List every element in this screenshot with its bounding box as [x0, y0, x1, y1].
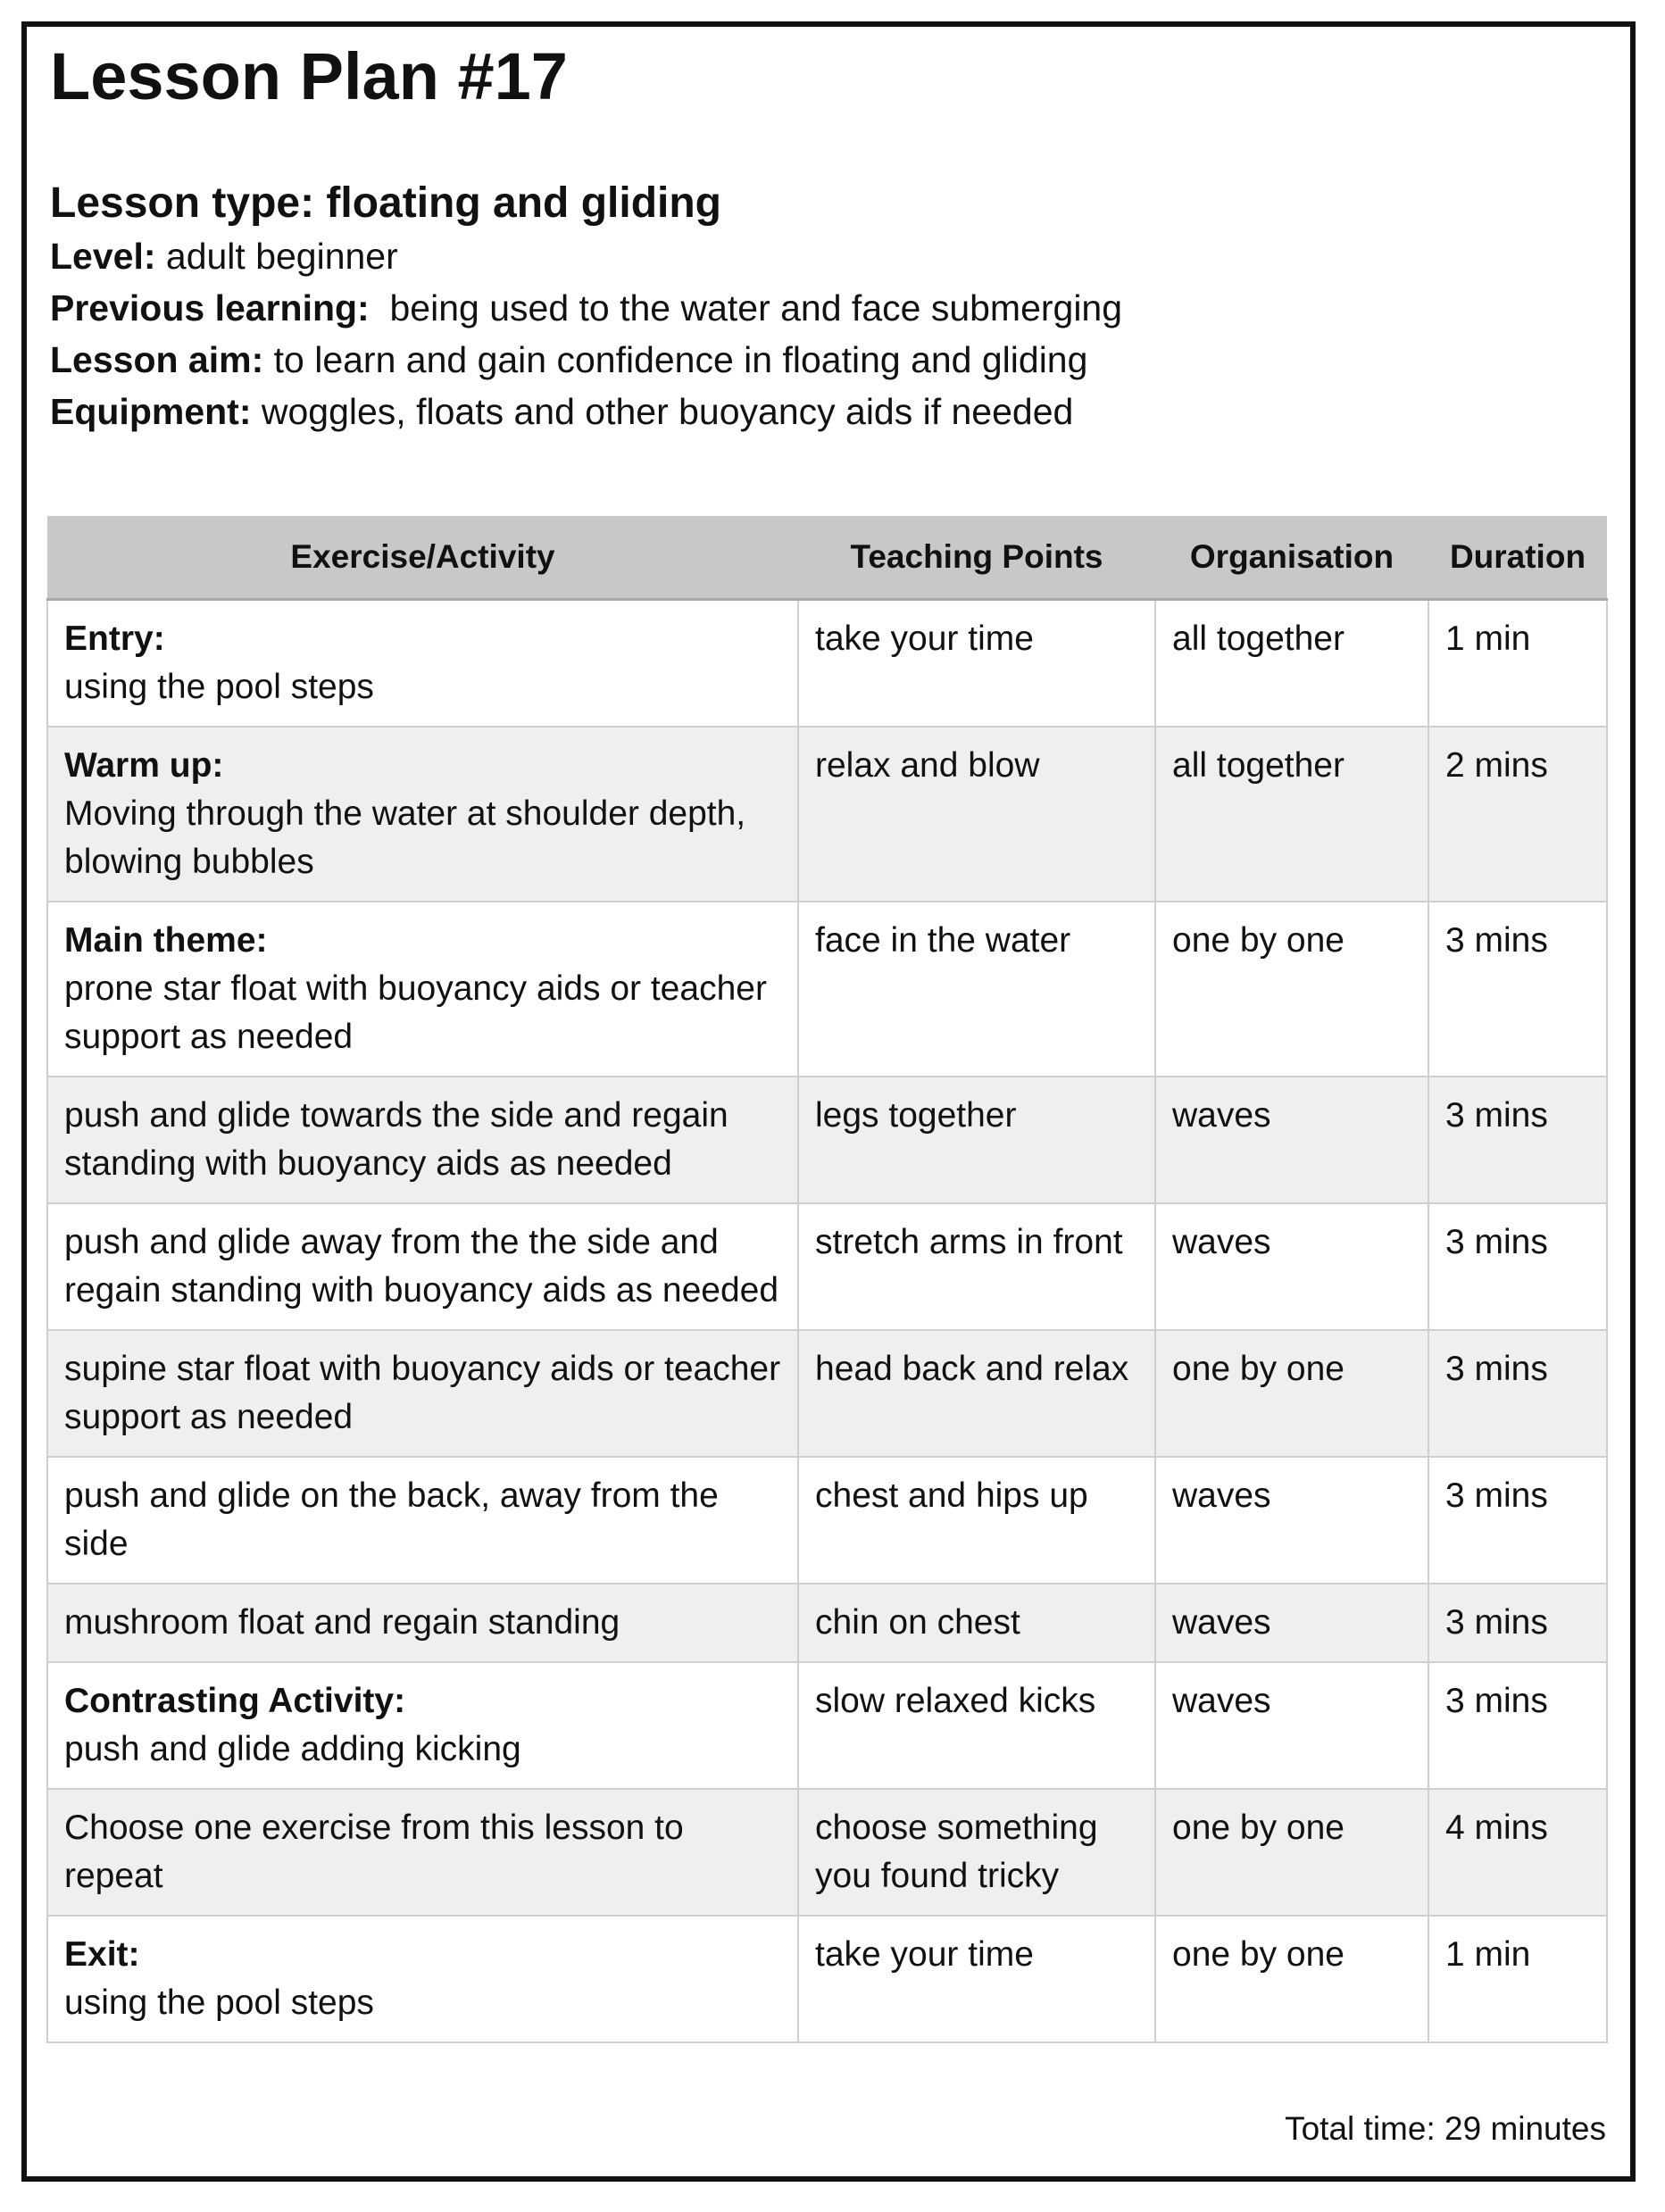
activity-text: push and glide away from the the side and regain standing with buoyancy aids as needed	[64, 1223, 779, 1310]
activity-text: push and glide adding kicking	[64, 1730, 521, 1768]
table-row	[47, 1457, 1607, 1584]
table-row	[47, 600, 1607, 728]
section-label: Entry:	[64, 620, 165, 658]
teaching-points-cell: face in the water	[798, 902, 1155, 1077]
organisation-cell: one by one	[1155, 902, 1428, 1077]
duration-cell: 3 mins	[1428, 1662, 1607, 1789]
table-row	[47, 1789, 1607, 1916]
activity-cell	[47, 1584, 798, 1662]
table-row	[47, 1662, 1607, 1789]
organisation-cell: waves	[1155, 1457, 1428, 1584]
lesson-details	[50, 230, 1122, 437]
duration-cell: 3 mins	[1428, 1330, 1607, 1457]
activity-text: prone star float with buoyancy aids or teacher support as needed	[64, 969, 767, 1056]
activity-cell	[47, 1916, 798, 2042]
lesson-type: Lesson type: floating and gliding	[50, 179, 721, 227]
activity-cell	[47, 1203, 798, 1330]
activity-cell	[47, 902, 798, 1077]
section-label: Exit:	[64, 1935, 140, 1974]
table-body	[47, 600, 1607, 2043]
teaching-points-cell: take your time	[798, 600, 1155, 728]
duration-cell: 3 mins	[1428, 902, 1607, 1077]
equipment-value: woggles, floats and other buoyancy aids if needed	[251, 391, 1074, 432]
activity-text: push and glide towards the side and regain standing with buoyancy aids as needed	[64, 1096, 728, 1183]
level-row	[50, 230, 1122, 282]
previous-learning-value: being used to the water and face submerging	[369, 287, 1123, 328]
activity-text: using the pool steps	[64, 1983, 374, 2022]
teaching-points-cell: head back and relax	[798, 1330, 1155, 1457]
previous-learning-row	[50, 282, 1122, 334]
duration-cell: 3 mins	[1428, 1584, 1607, 1662]
organisation-cell: waves	[1155, 1203, 1428, 1330]
activity-cell	[47, 1330, 798, 1457]
teaching-points-cell: chest and hips up	[798, 1457, 1155, 1584]
organisation-cell: one by one	[1155, 1789, 1428, 1916]
organisation-cell: all together	[1155, 727, 1428, 902]
teaching-points-cell: legs together	[798, 1077, 1155, 1203]
activity-text: supine star float with buoyancy aids or teacher support as needed	[64, 1350, 781, 1436]
duration-cell: 3 mins	[1428, 1457, 1607, 1584]
duration-cell: 1 min	[1428, 1916, 1607, 2042]
activity-cell	[47, 1457, 798, 1584]
header-duration: Duration	[1428, 516, 1607, 600]
organisation-cell: one by one	[1155, 1330, 1428, 1457]
activity-cell	[47, 727, 798, 902]
table-row	[47, 1584, 1607, 1662]
lesson-aim-label: Lesson aim:	[50, 339, 264, 380]
organisation-cell: waves	[1155, 1662, 1428, 1789]
table-row	[47, 1077, 1607, 1203]
header-teaching-points: Teaching Points	[798, 516, 1155, 600]
organisation-cell: waves	[1155, 1584, 1428, 1662]
activity-text: push and glide on the back, away from the side	[64, 1476, 719, 1563]
table-row	[47, 1330, 1607, 1457]
table-header-row	[47, 516, 1607, 600]
activity-cell	[47, 1789, 798, 1916]
section-label: Contrasting Activity:	[64, 1682, 406, 1720]
organisation-cell: all together	[1155, 600, 1428, 728]
duration-cell: 1 min	[1428, 600, 1607, 728]
lesson-aim-row	[50, 334, 1122, 386]
activity-text: Choose one exercise from this lesson to repeat	[64, 1809, 684, 1895]
header-organisation: Organisation	[1155, 516, 1428, 600]
organisation-cell: one by one	[1155, 1916, 1428, 2042]
duration-cell: 2 mins	[1428, 727, 1607, 902]
teaching-points-cell: chin on chest	[798, 1584, 1155, 1662]
activity-cell	[47, 1077, 798, 1203]
teaching-points-cell: stretch arms in front	[798, 1203, 1155, 1330]
previous-learning-label: Previous learning:	[50, 287, 370, 328]
duration-cell: 4 mins	[1428, 1789, 1607, 1916]
total-time: Total time: 29 minutes	[1285, 2110, 1606, 2147]
table-row	[47, 727, 1607, 902]
lesson-aim-value: to learn and gain confidence in floating and gliding	[263, 339, 1088, 380]
activity-cell	[47, 1662, 798, 1789]
activity-text: using the pool steps	[64, 668, 374, 706]
lesson-plan-table	[46, 516, 1608, 2043]
teaching-points-cell: take your time	[798, 1916, 1155, 2042]
equipment-label: Equipment:	[50, 391, 252, 432]
teaching-points-cell: relax and blow	[798, 727, 1155, 902]
header-activity: Exercise/Activity	[47, 516, 798, 600]
equipment-row	[50, 386, 1122, 437]
activity-text: Moving through the water at shoulder depth, blowing bubbles	[64, 794, 746, 881]
section-label: Main theme:	[64, 921, 268, 960]
level-value: adult beginner	[155, 236, 398, 277]
level-label: Level:	[50, 236, 156, 277]
table-row	[47, 902, 1607, 1077]
activity-cell	[47, 600, 798, 728]
duration-cell: 3 mins	[1428, 1203, 1607, 1330]
table-row	[47, 1916, 1607, 2042]
teaching-points-cell: choose something you found tricky	[798, 1789, 1155, 1916]
table-row	[47, 1203, 1607, 1330]
organisation-cell: waves	[1155, 1077, 1428, 1203]
duration-cell: 3 mins	[1428, 1077, 1607, 1203]
section-label: Warm up:	[64, 746, 224, 785]
activity-text: mushroom float and regain standing	[64, 1603, 620, 1642]
teaching-points-cell: slow relaxed kicks	[798, 1662, 1155, 1789]
page-title: Lesson Plan #17	[50, 39, 568, 113]
